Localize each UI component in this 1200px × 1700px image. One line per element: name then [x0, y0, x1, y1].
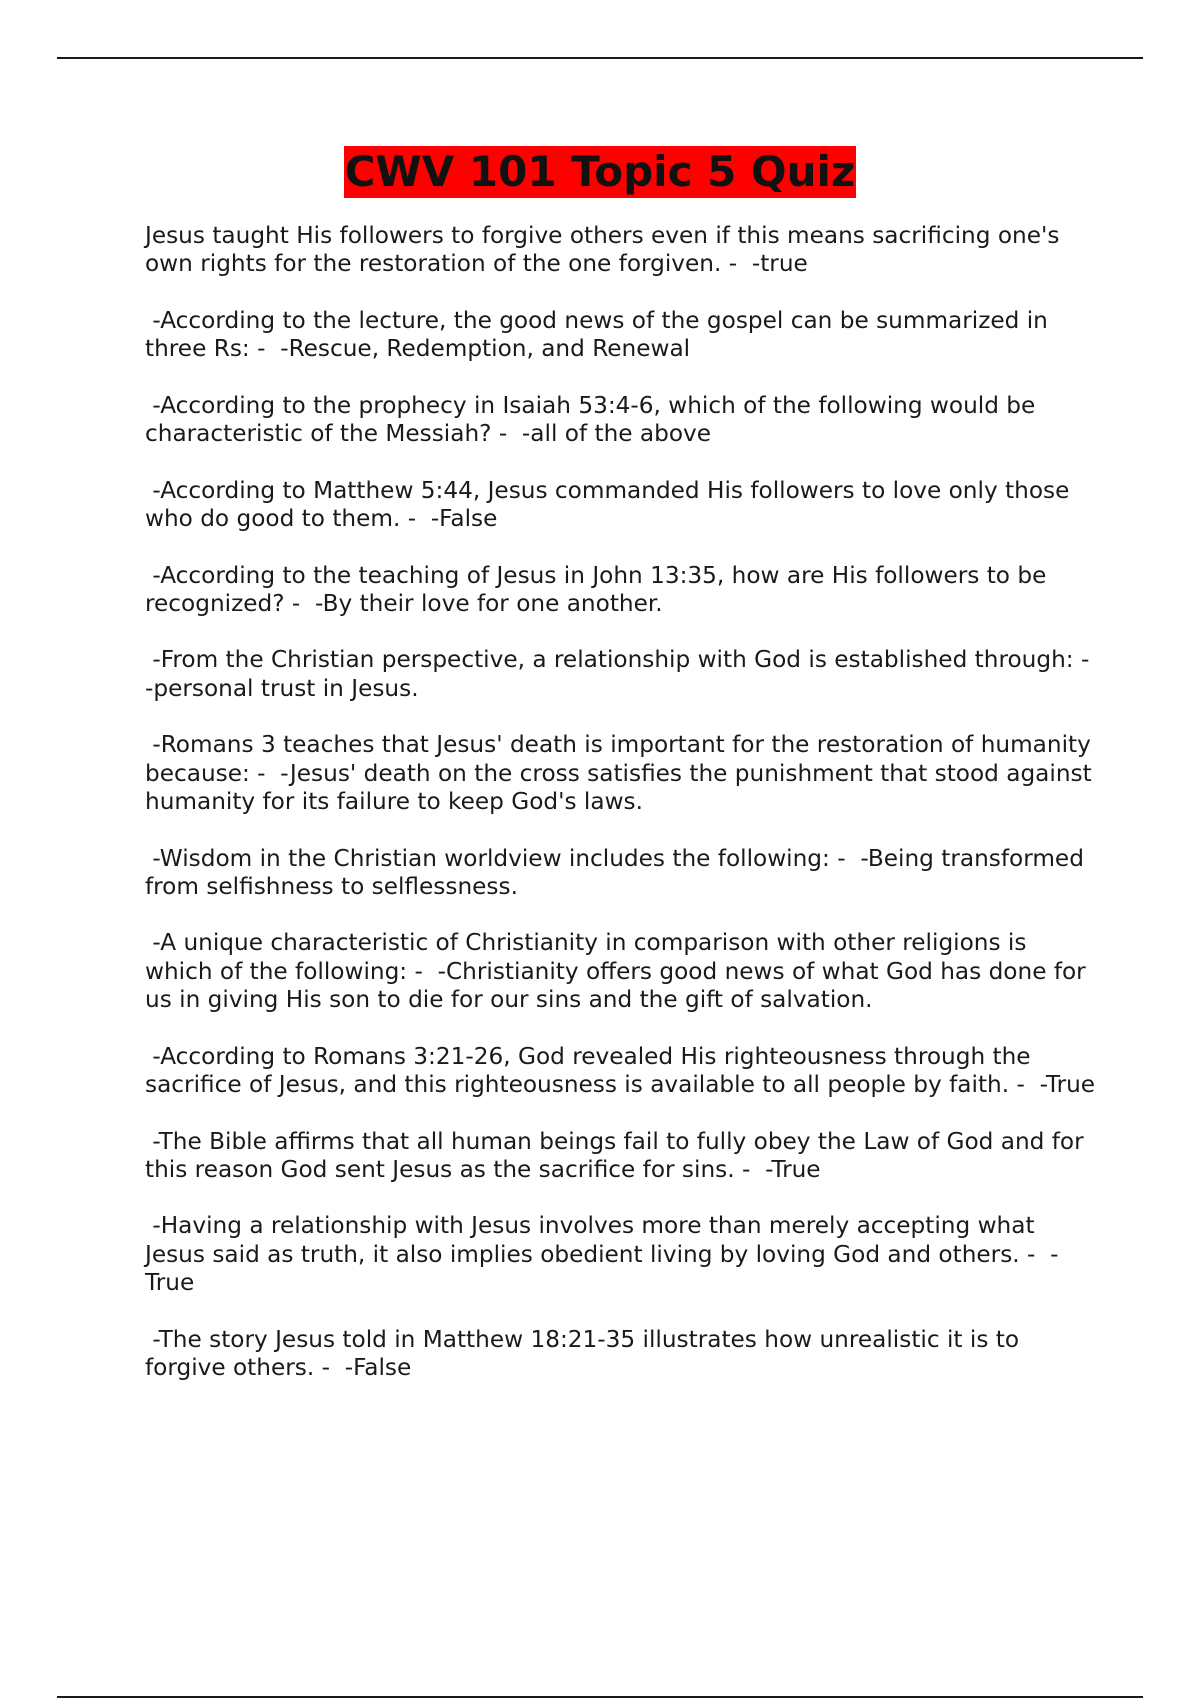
- quiz-item: -From the Christian perspective, a relationship with God is established through: - -personal trust in Jesus.: [145, 646, 1105, 702]
- quiz-item: -The Bible affirms that all human beings fail to fully obey the Law of God and for this reason God sent Jesus as the sacrifice for sins. - -True: [145, 1127, 1091, 1183]
- quiz-item: -According to Romans 3:21-26, God revealed His righteousness through the sacrifice of Jesus, and this righteousness is available to all people by faith. - -True: [145, 1042, 1096, 1098]
- quiz-item: -Wisdom in the Christian worldview includes the following: - -Being transformed from selfishness to selflessness.: [145, 844, 1092, 900]
- title-container: [0, 146, 1200, 198]
- quiz-content: [145, 222, 1105, 1410]
- bottom-divider: [57, 1696, 1143, 1698]
- quiz-item: -Having a relationship with Jesus involves more than merely accepting what Jesus said as truth, it also implies obedient living by loving God and others. - -True: [145, 1212, 1059, 1296]
- quiz-item: -According to the teaching of Jesus in John 13:35, how are His followers to be recognized? - -By their love for one another.: [145, 561, 1054, 617]
- quiz-item: -According to the lecture, the good news of the gospel can be summarized in three Rs: - -Rescue, Redemption, and Renewal: [145, 306, 1056, 363]
- quiz-item: -The story Jesus told in Matthew 18:21-35 illustrates how unrealistic it is to forgive others. - -False: [145, 1325, 1027, 1381]
- quiz-item: -Romans 3 teaches that Jesus' death is important for the restoration of humanity because: - -Jesus' death on the cross satisfies the punishment that stood against humanity for its failure to keep God's laws.: [145, 731, 1100, 815]
- quiz-item: -According to the prophecy in Isaiah 53:4-6, which of the following would be characteristic of the Messiah? - -all of the above: [145, 391, 1043, 448]
- quiz-item: Jesus taught His followers to forgive others even if this means sacrificing one's own rights for the restoration of the one forgiven. - -true: [145, 222, 1067, 278]
- top-divider: [57, 57, 1143, 59]
- page-title: CWV 101 Topic 5 Quiz: [344, 147, 856, 196]
- quiz-item: -According to Matthew 5:44, Jesus commanded His followers to love only those who do good to them. - -False: [145, 476, 1077, 532]
- quiz-item: -A unique characteristic of Christianity in comparison with other religions is which of the following: - -Christianity offers good news of what God has done for us in giving His son to die for our sins and the gift of salvation.: [145, 929, 1094, 1014]
